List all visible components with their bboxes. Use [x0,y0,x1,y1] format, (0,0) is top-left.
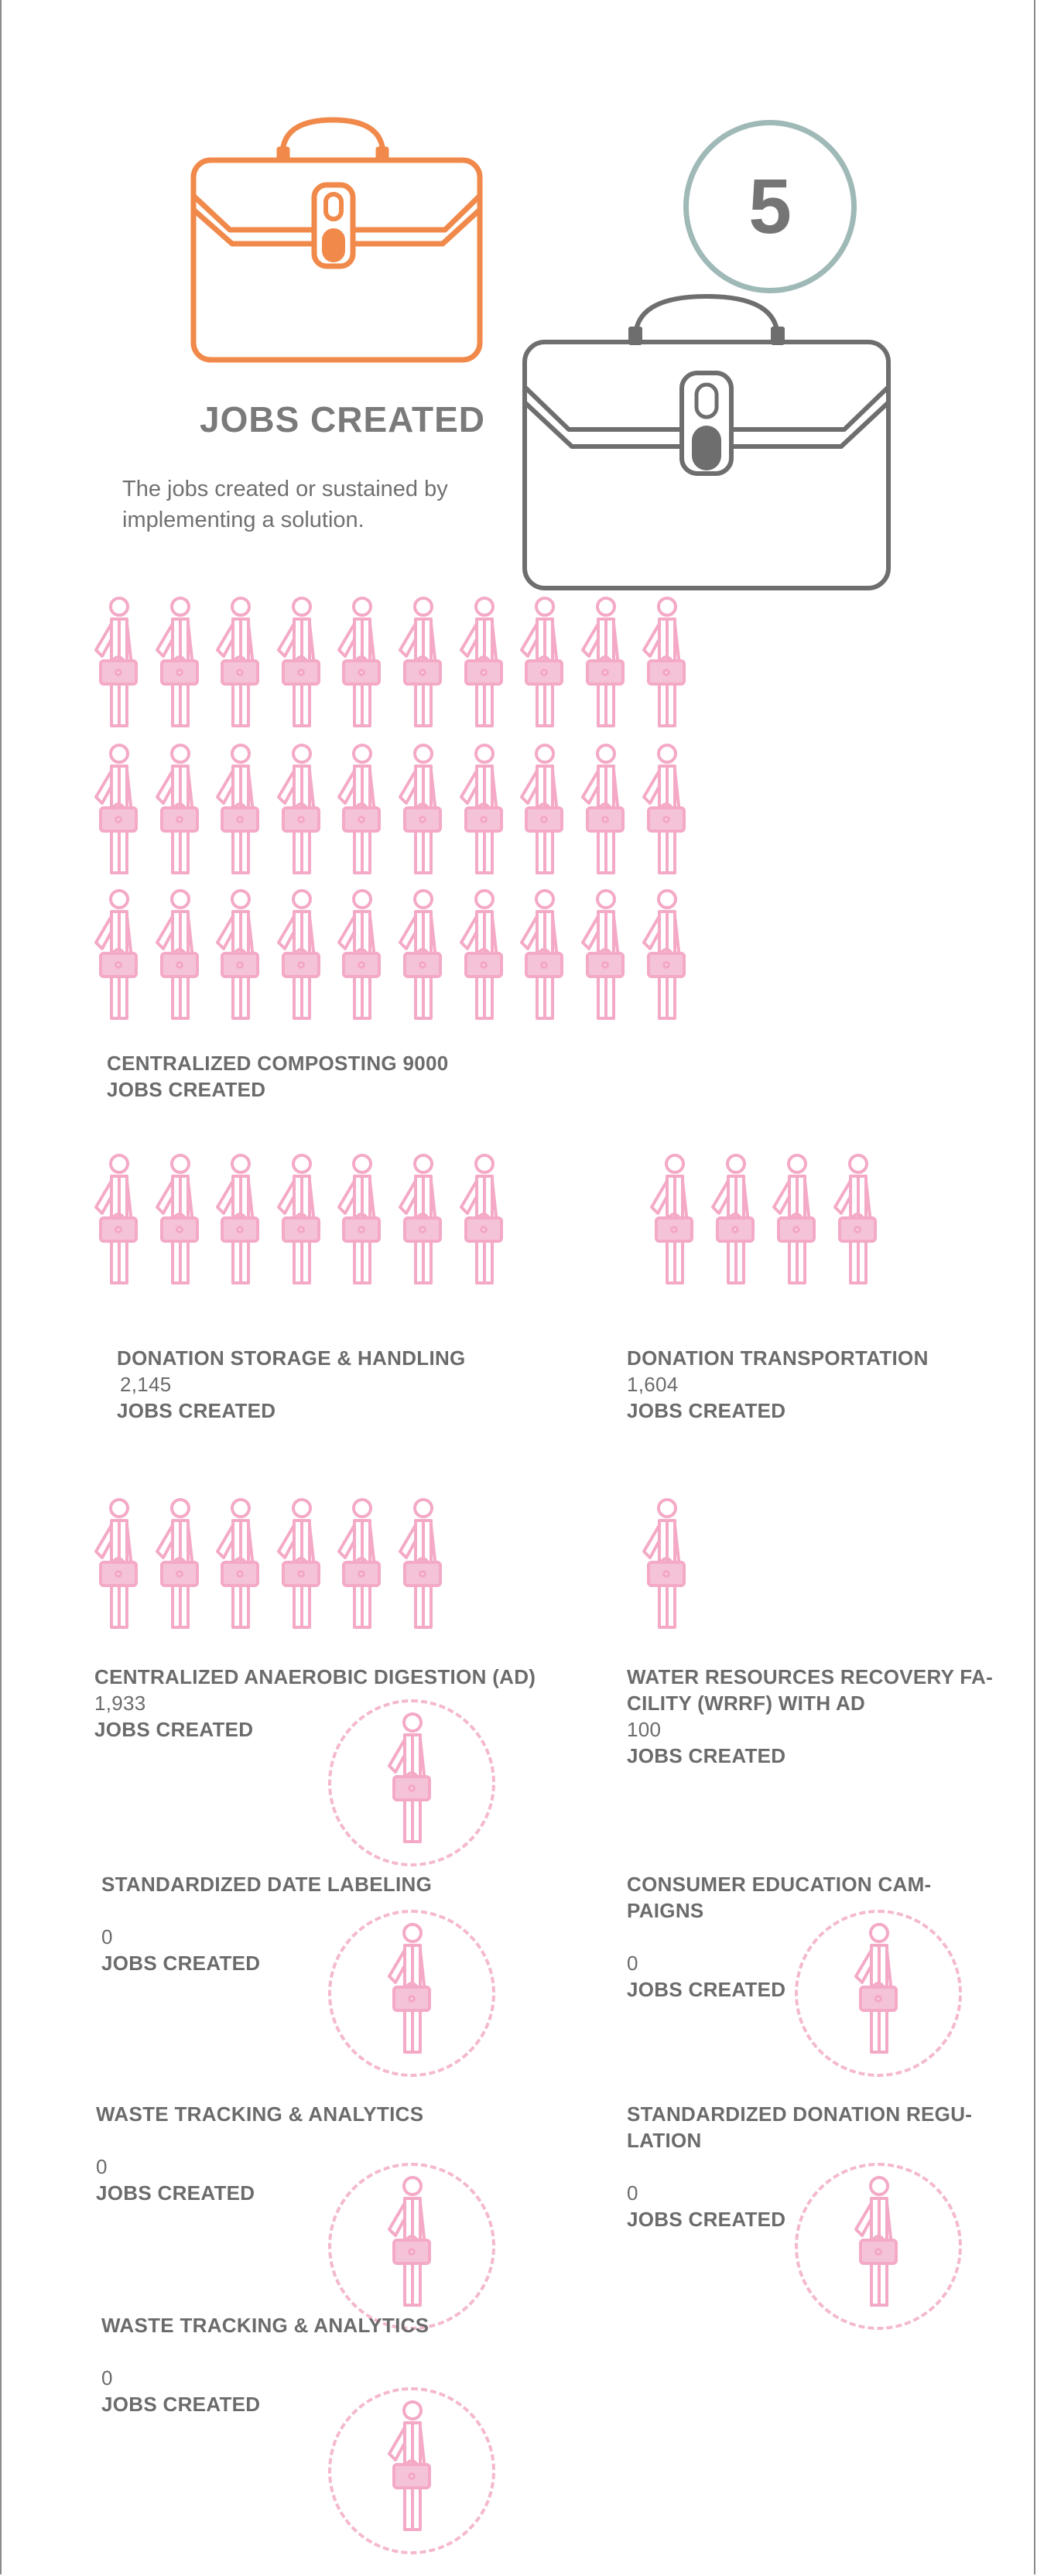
solution-number-badge: 5 [683,120,857,293]
solution-value: 2,145 [120,1373,172,1396]
worker-icon [213,1497,262,1629]
worker-icon [385,2400,434,2531]
worker-icon [213,596,262,727]
worker-icon [334,1497,384,1629]
worker-icon [274,596,323,727]
worker-icon [517,596,566,727]
worker-icon [639,743,689,874]
solution-unit: JOBS CREATED [101,2393,261,2416]
page-title: JOBS CREATED [200,399,485,440]
page-description: The jobs created or sustained by implementing a solution. [122,477,448,532]
worker-icon [578,596,628,727]
gray-briefcase-icon [521,282,892,592]
solution-unit: JOBS CREATED [117,1399,276,1422]
worker-icon [578,743,628,874]
solution-value: 1,933 [94,1692,146,1715]
worker-icon [334,596,384,727]
worker-icon [457,1153,506,1285]
solution-value: 100 [627,1718,662,1741]
solution-unit: JOBS CREATED [627,1744,786,1767]
worker-icon [830,1153,880,1285]
worker-icon [91,743,141,874]
solution-unit: JOBS CREATED [101,1952,261,1975]
solution-label-donation-storage [117,1345,466,1424]
solution-unit: JOBS CREATED [96,2181,255,2205]
worker-icon [395,1153,445,1285]
solution-label-donation-transportation [627,1345,929,1424]
worker-icon [639,1497,689,1629]
solution-value: 0 [101,1925,113,1948]
worker-icon [91,888,141,1020]
orange-briefcase-icon [190,112,484,364]
worker-icon [213,1153,262,1285]
solution-unit: JOBS CREATED [627,1399,786,1422]
worker-icon [334,888,384,1020]
worker-icon [274,1497,323,1629]
solution-name: STANDARDIZED DATE LABELING [101,1873,433,1896]
solution-label-waste-tracking-1 [96,2101,423,2206]
worker-icon [274,743,323,874]
solution-name: WASTE TRACKING & ANALYTICS [101,2314,430,2337]
worker-icon [91,1153,141,1285]
solution-name-line-2: LATION [627,2129,702,2152]
solution-name-line-1: STANDARDIZED DONATION REGU- [627,2102,973,2126]
worker-icon [517,743,566,874]
solution-name: WASTE TRACKING & ANALYTICS [96,2102,424,2126]
worker-icon [517,888,566,1020]
worker-icon [152,1153,202,1285]
worker-icon [213,888,262,1020]
solution-name: DONATION STORAGE & HANDLING [117,1346,466,1370]
solution-unit: JOBS CREATED [627,1978,786,2001]
worker-icon [395,743,445,874]
solution-label-consumer-education [627,1871,932,2003]
worker-icon [274,1153,323,1285]
solution-name-line-1: WATER RESOURCES RECOVERY FA- [627,1665,994,1688]
worker-icon [457,743,506,874]
solution-name: DONATION TRANSPORTATION [627,1346,929,1370]
solution-value: 0 [627,2181,638,2205]
solution-name-line-1: CONSUMER EDUCATION CAM- [627,1873,932,1896]
worker-icon [334,1153,384,1285]
worker-icon [91,596,141,727]
solution-name: CENTRALIZED COMPOSTING 9000 [107,1052,449,1075]
worker-icon [708,1153,758,1285]
worker-icon [274,888,323,1020]
worker-icon [152,596,202,727]
solution-label-date-labeling [101,1871,432,1976]
worker-icon [91,1497,141,1629]
worker-icon [152,743,202,874]
worker-icon [457,596,506,727]
worker-icon [578,888,628,1020]
solution-name: CENTRALIZED ANAEROBIC DIGESTION (AD) [94,1665,536,1688]
worker-icon [639,888,689,1020]
solution-name-line-2: PAIGNS [627,1899,704,1922]
worker-icon [769,1153,819,1285]
solution-value: 0 [627,1952,638,1975]
solution-label-waste-tracking-2 [101,2312,429,2417]
solution-label-wrrf [627,1664,993,1769]
worker-icon [395,1497,445,1629]
worker-icon [639,596,689,727]
solution-value: 0 [96,2155,108,2178]
solution-unit: JOBS CREATED [107,1078,266,1101]
solution-value: 0 [101,2366,113,2390]
solution-unit: JOBS CREATED [627,2208,786,2231]
solution-unit: JOBS CREATED [94,1718,254,1741]
solution-name-line-2: CILITY (WRRF) WITH AD [627,1692,866,1715]
worker-icon [152,888,202,1020]
solution-label-anaerobic-digestion [94,1664,536,1743]
solution-label-centralized-composting [107,1050,449,1103]
worker-icon [647,1153,696,1285]
worker-icon [395,888,445,1020]
worker-icon [457,888,506,1020]
worker-icon [334,743,384,874]
worker-icon [395,596,445,727]
solution-value: 1,604 [627,1373,679,1396]
worker-icon [152,1497,202,1629]
worker-icon [213,743,262,874]
solution-label-donation-regulation [627,2101,972,2232]
